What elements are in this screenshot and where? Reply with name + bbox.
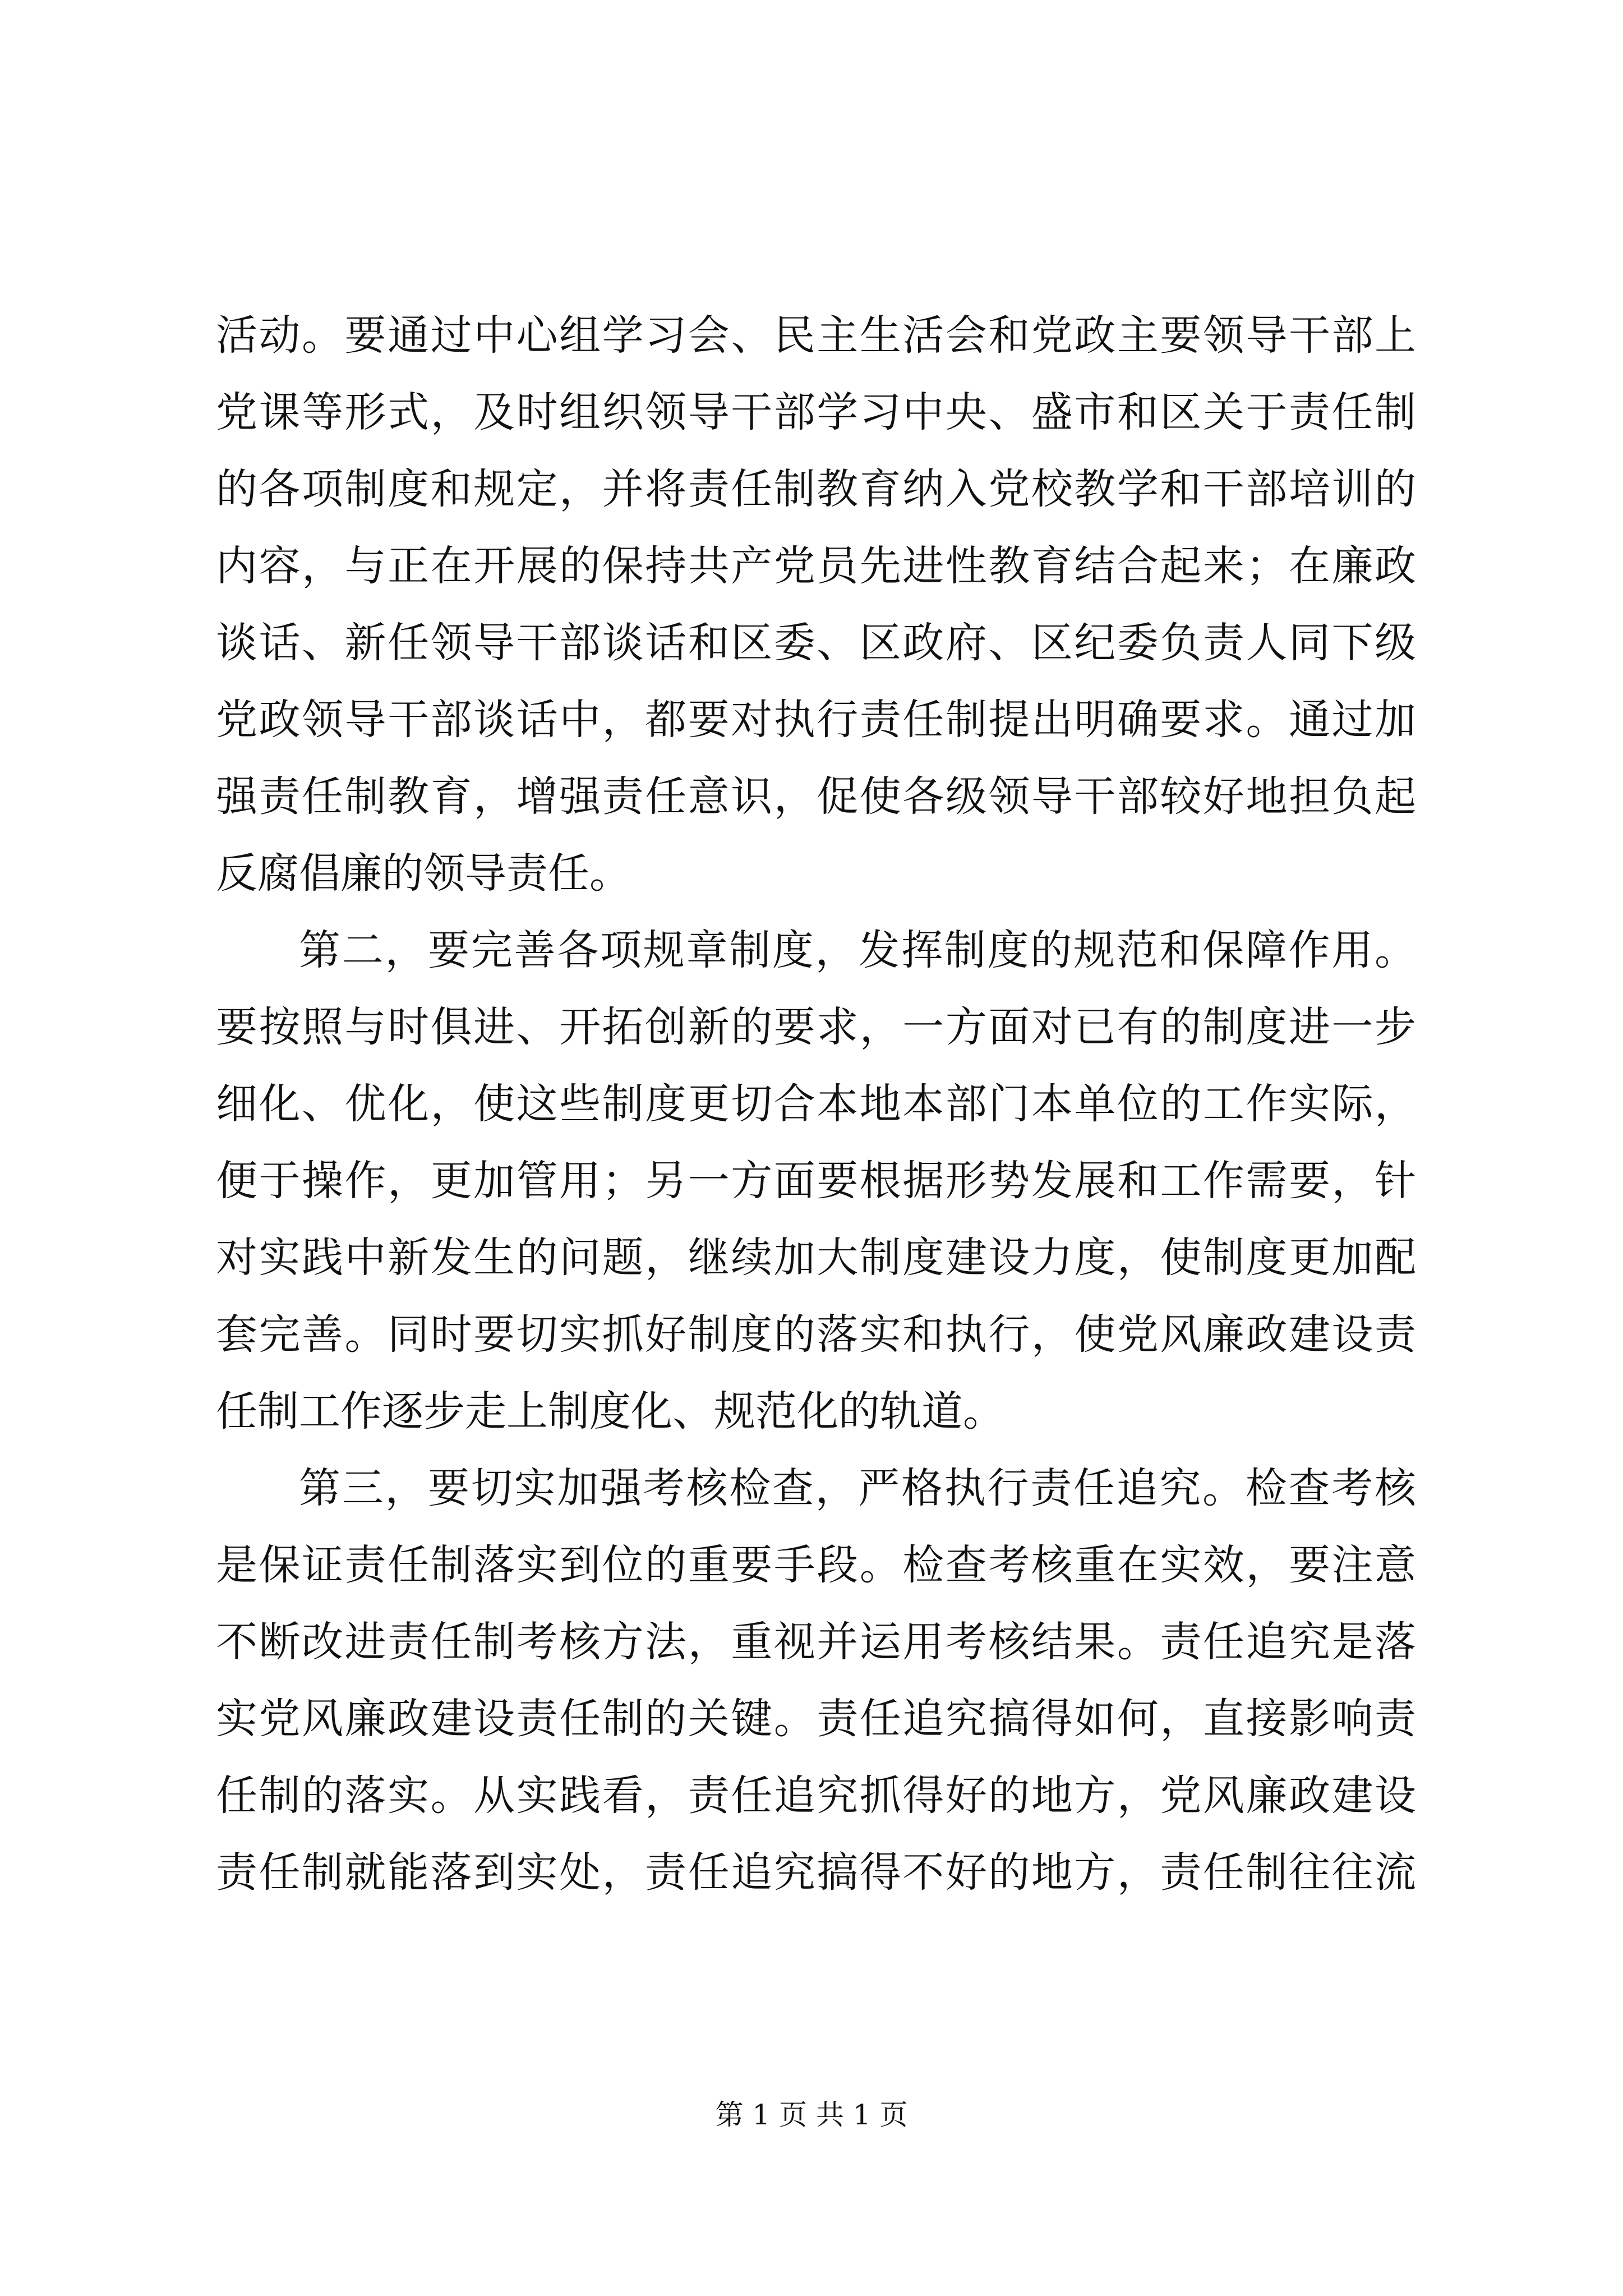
text-line: 对实践中新发生的问题，继续加大制度建设力度，使制度更加配	[216, 1234, 1416, 1282]
text-line: 要按照与时俱进、开拓创新的要求，一方面对已有的制度进一步	[216, 1003, 1416, 1051]
text-line: 的各项制度和规定，并将责任制教育纳入党校教学和干部培训的	[216, 465, 1416, 513]
text-line: 党课等形式，及时组织领导干部学习中央、盛市和区关于责任制	[216, 388, 1416, 436]
text-line: 党政领导干部谈话中，都要对执行责任制提出明确要求。通过加	[216, 696, 1416, 744]
text-line: 是保证责任制落实到位的重要手段。检查考核重在实效，要注意	[216, 1541, 1416, 1589]
page-number-footer: 第 1 页 共 1 页	[715, 2099, 908, 2131]
text-line: 套完善。同时要切实抓好制度的落实和执行，使党风廉政建设责	[216, 1310, 1416, 1359]
text-line: 反腐倡廉的领导责任。	[216, 849, 631, 898]
paragraph-first-line: 第二，要完善各项规章制度，发挥制度的规范和保障作用。	[299, 926, 1416, 974]
text-line: 便于操作，更加管用；另一方面要根据形势发展和工作需要，针	[216, 1157, 1416, 1205]
text-line: 内容，与正在开展的保持共产党员先进性教育结合起来；在廉政	[216, 542, 1416, 590]
text-line: 谈话、新任领导干部谈话和区委、区政府、区纪委负责人同下级	[216, 619, 1416, 667]
text-line: 细化、优化，使这些制度更切合本地本部门本单位的工作实际，	[216, 1080, 1416, 1128]
paragraph-first-line: 第三，要切实加强考核检查，严格执行责任追究。检查考核	[299, 1464, 1416, 1512]
text-line: 任制工作逐步走上制度化、规范化的轨道。	[216, 1387, 1004, 1435]
text-line: 强责任制教育，增强责任意识，促使各级领导干部较好地担负起	[216, 772, 1416, 821]
text-line: 任制的落实。从实践看，责任追究抓得好的地方，党风廉政建设	[216, 1772, 1416, 1820]
text-line: 实党风廉政建设责任制的关键。责任追究搞得如何，直接影响责	[216, 1695, 1416, 1743]
text-line: 活动。要通过中心组学习会、民主生活会和党政主要领导干部上	[216, 311, 1416, 360]
text-line: 不断改进责任制考核方法，重视并运用考核结果。责任追究是落	[216, 1618, 1416, 1666]
body-text	[216, 297, 1416, 1911]
text-line: 责任制就能落到实处，责任追究搞得不好的地方，责任制往往流	[216, 1848, 1416, 1897]
